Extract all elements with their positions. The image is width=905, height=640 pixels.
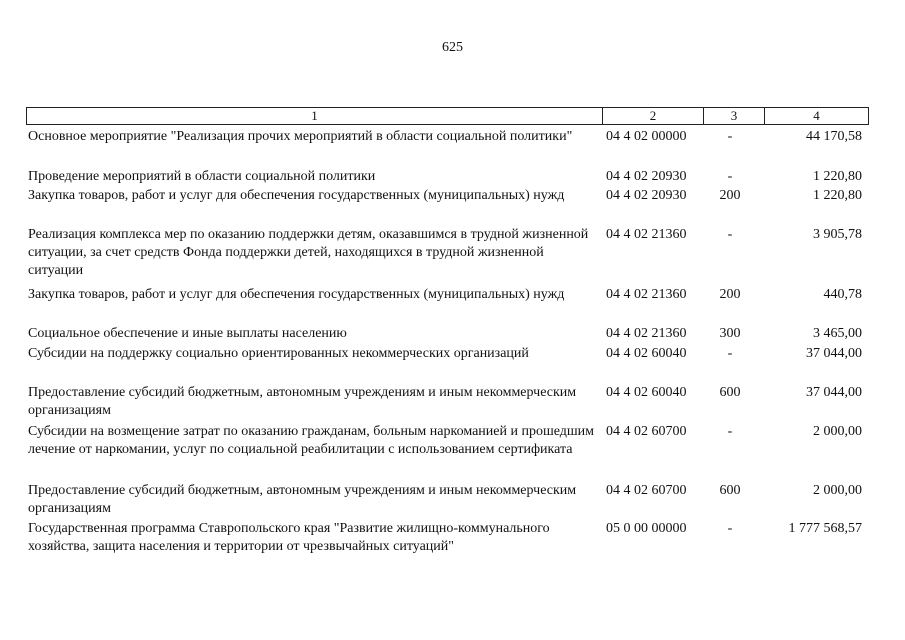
- row-type: -: [727, 424, 733, 439]
- row-amount: 37 044,00: [806, 385, 862, 400]
- row-code: 04 4 02 00000: [606, 129, 687, 144]
- row-name: Реализация комплекса мер по оказанию поддержки детям, оказавшимся в трудной жизненной ситуации, за счет средств Фонда поддержки детей, находящихся в трудной жизненной ситуации: [28, 227, 589, 278]
- row-code: 04 4 02 60040: [606, 346, 687, 361]
- row-code: 04 4 02 60040: [606, 385, 687, 400]
- row-amount: 37 044,00: [806, 346, 862, 361]
- row-name: Предоставление субсидий бюджетным, автономным учреждениям и иным некоммерческим организациям: [28, 385, 577, 418]
- header-col-4: 4: [813, 108, 820, 123]
- header-col-3: 3: [704, 108, 765, 124]
- row-type: 200: [719, 287, 741, 302]
- row-name: Государственная программа Ставропольского края "Развитие жилищно-коммунального хозяйства, защита населения и территории от чрезвычайных ситуаций": [28, 521, 550, 554]
- table-header: [26, 107, 869, 125]
- row-amount: 2 000,00: [813, 424, 862, 439]
- row-name: Основное мероприятие "Реализация прочих мероприятий в области социальной политики": [28, 129, 573, 144]
- row-type: 200: [719, 188, 741, 203]
- row-name: Субсидии на возмещение затрат по оказанию гражданам, больным наркоманией и прошедшим лечение от наркомании, услуг по социальной реабилитации с использованием сертификата: [28, 424, 595, 457]
- row-type: -: [727, 129, 733, 144]
- row-amount: 1 777 568,57: [788, 521, 862, 536]
- row-name: Субсидии на поддержку социально ориентированных некоммерческих организаций: [28, 346, 529, 361]
- row-code: 04 4 02 21360: [606, 326, 687, 341]
- header-col-1: 1: [27, 108, 603, 124]
- page-number: 625: [442, 40, 463, 55]
- row-name: Закупка товаров, работ и услуг для обеспечения государственных (муниципальных) нужд: [28, 287, 565, 302]
- row-amount: 1 220,80: [813, 169, 862, 184]
- row-type: 300: [719, 326, 741, 341]
- row-amount: 1 220,80: [813, 188, 862, 203]
- row-code: 04 4 02 21360: [606, 227, 687, 242]
- row-code: 04 4 02 21360: [606, 287, 687, 302]
- row-name: Проведение мероприятий в области социальной политики: [28, 169, 376, 184]
- row-type: -: [727, 227, 733, 242]
- row-type: -: [727, 169, 733, 184]
- row-code: 05 0 00 00000: [606, 521, 687, 536]
- row-name: Предоставление субсидий бюджетным, автономным учреждениям и иным некоммерческим организациям: [28, 483, 577, 516]
- row-amount: 440,78: [823, 287, 862, 302]
- row-amount: 3 465,00: [813, 326, 862, 341]
- row-amount: 44 170,58: [806, 129, 862, 144]
- row-name: Социальное обеспечение и иные выплаты населению: [28, 326, 347, 341]
- row-type: 600: [719, 385, 741, 400]
- row-code: 04 4 02 60700: [606, 483, 687, 498]
- row-code: 04 4 02 20930: [606, 169, 687, 184]
- row-type: -: [727, 521, 733, 536]
- row-amount: 3 905,78: [813, 227, 862, 242]
- header-col-2: 2: [603, 108, 704, 124]
- row-code: 04 4 02 60700: [606, 424, 687, 439]
- row-code: 04 4 02 20930: [606, 188, 687, 203]
- row-amount: 2 000,00: [813, 483, 862, 498]
- row-type: -: [727, 346, 733, 361]
- row-name: Закупка товаров, работ и услуг для обеспечения государственных (муниципальных) нужд: [28, 188, 565, 203]
- row-type: 600: [719, 483, 741, 498]
